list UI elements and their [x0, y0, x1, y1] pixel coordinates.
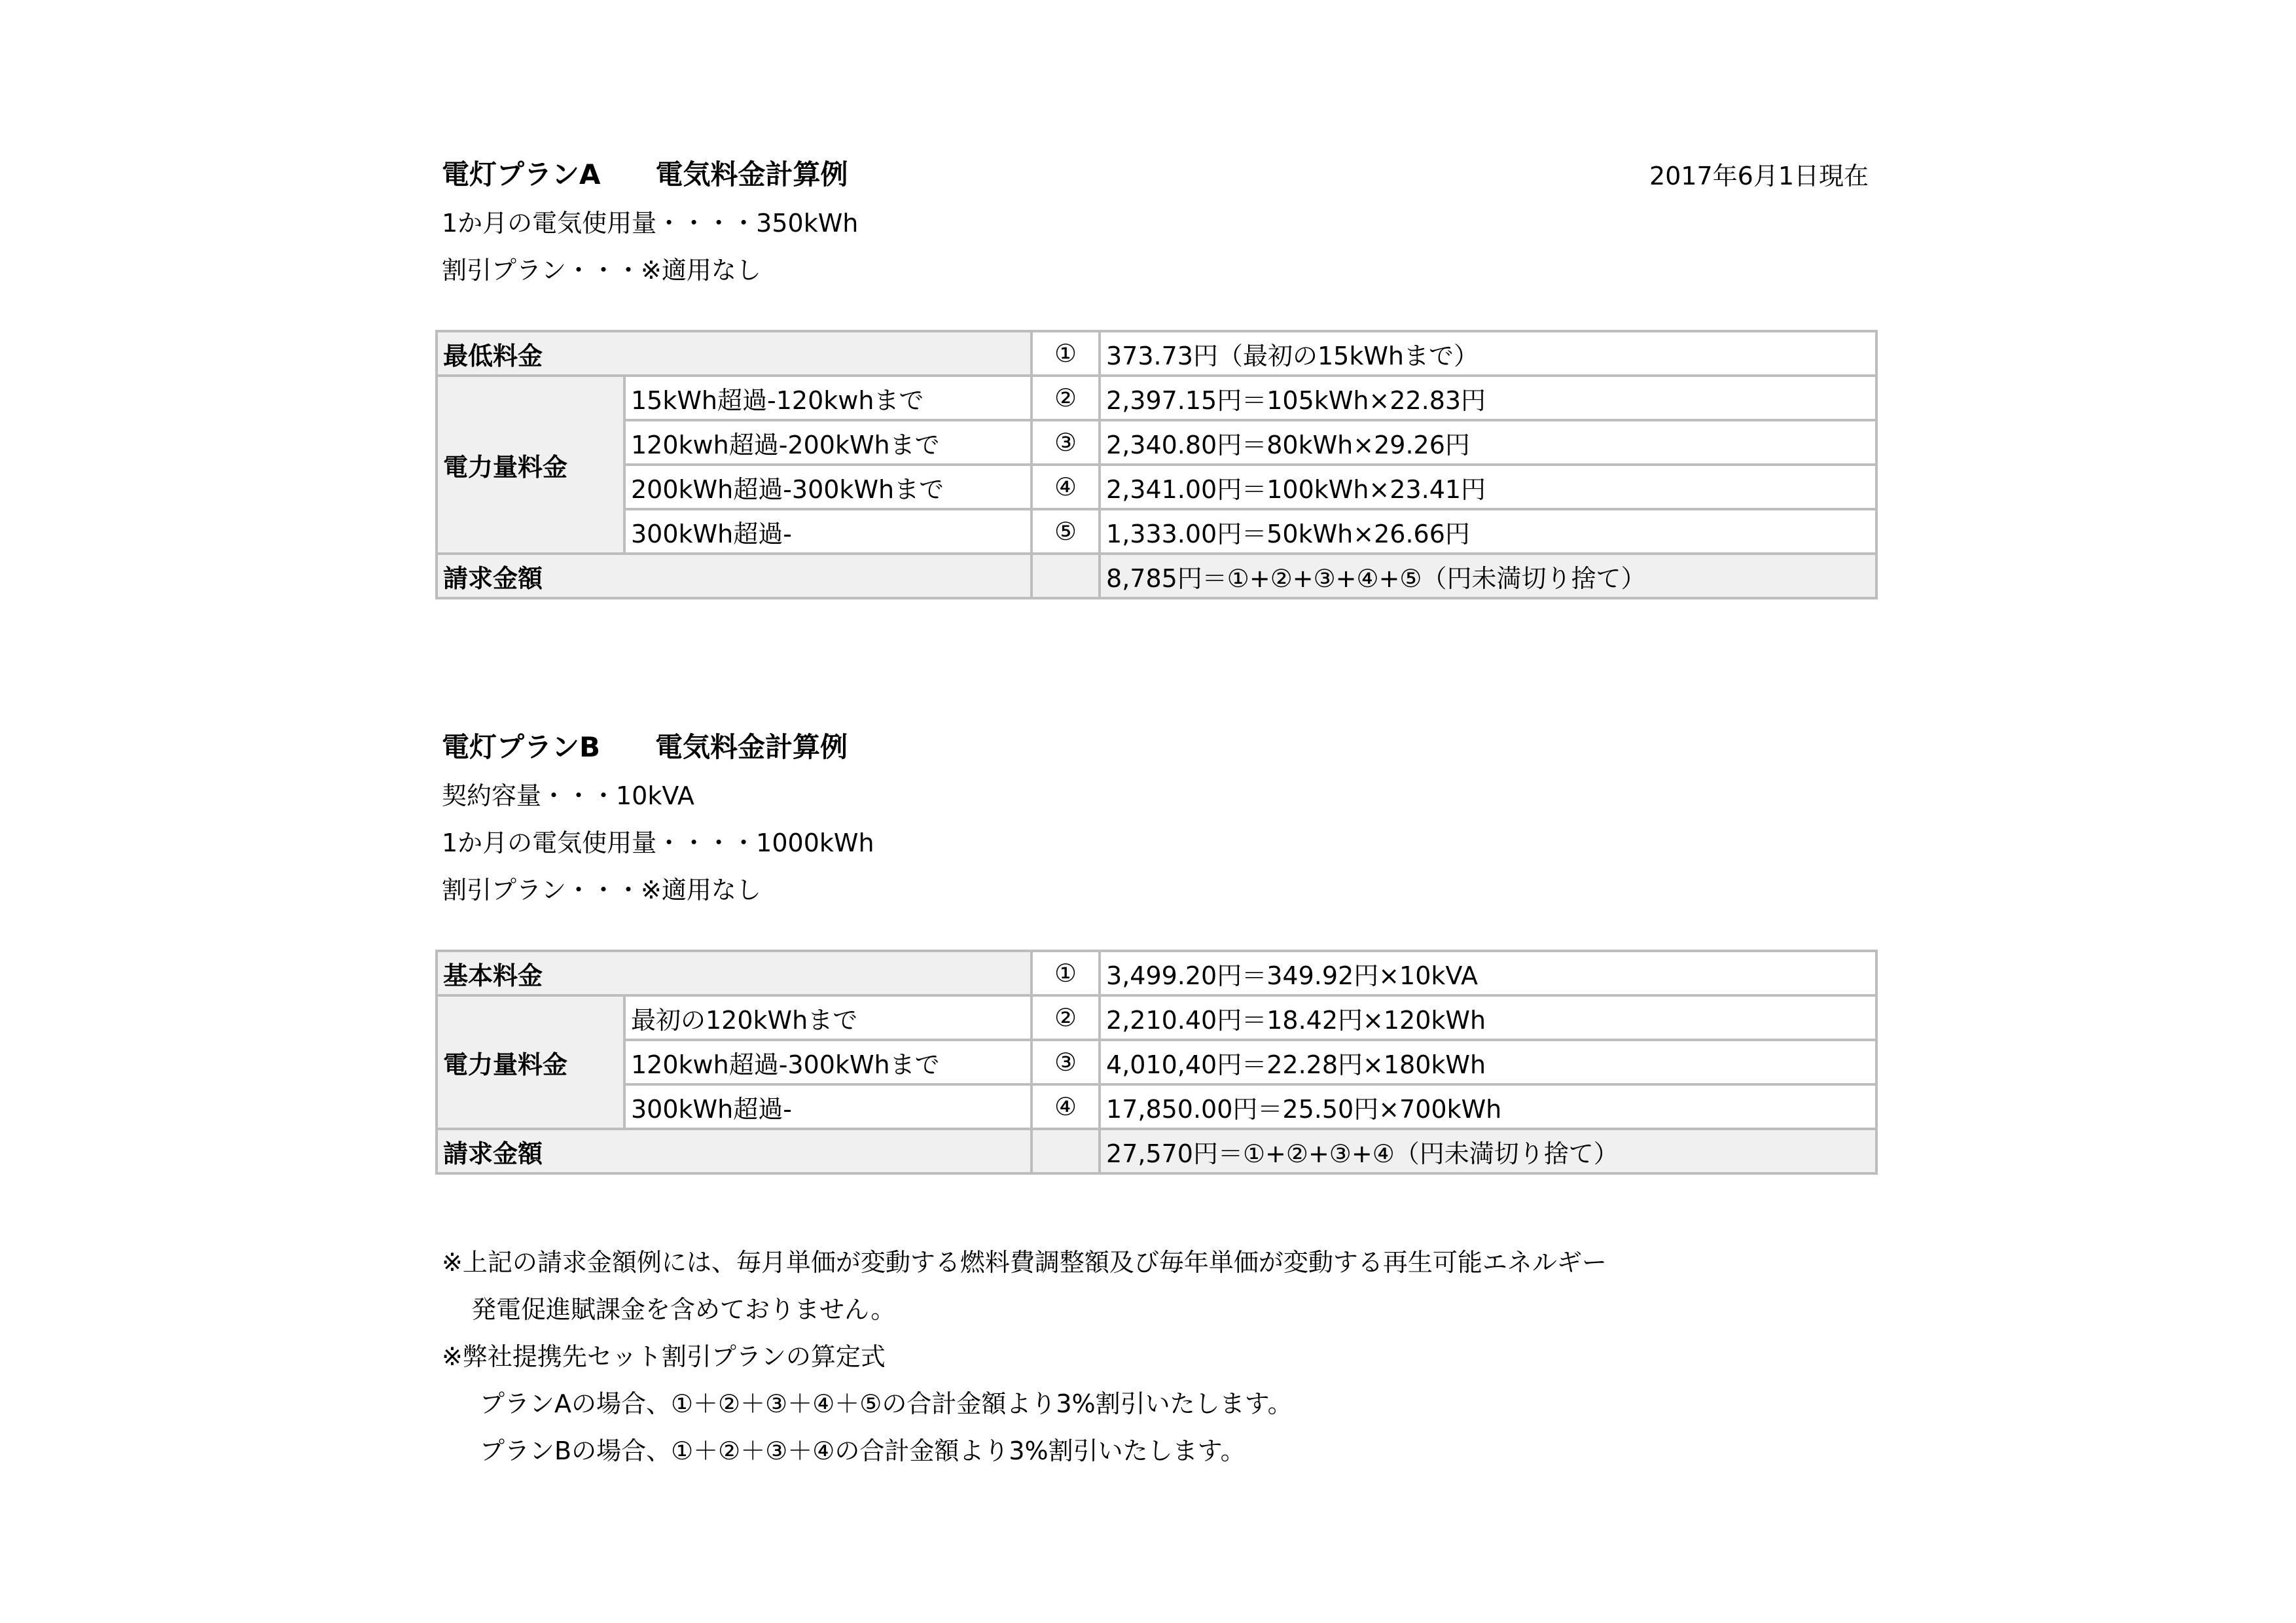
- empty-cell: [1031, 1129, 1100, 1173]
- tier-range: 300kWh超過-: [624, 1084, 1031, 1129]
- table-row: [437, 376, 1876, 420]
- energy-charge-label: 電力量料金: [437, 995, 624, 1129]
- tier-value: 2,340.80円＝80kWh×29.26円: [1100, 420, 1876, 465]
- plan-b-header: [435, 720, 1875, 772]
- plan-b-table: [435, 950, 1878, 1175]
- table-row: [437, 465, 1876, 509]
- tier-value: 2,210.40円＝18.42円×120kWh: [1100, 995, 1876, 1040]
- tier-range: 120kwh超過-200kWhまで: [624, 420, 1031, 465]
- row-number: ②: [1031, 376, 1100, 420]
- tier-value: 2,397.15円＝105kWh×22.83円: [1100, 376, 1876, 420]
- tier-value: 1,333.00円＝50kWh×26.66円: [1100, 509, 1876, 554]
- energy-charge-label: 電力量料金: [437, 376, 624, 554]
- plan-a-usage: 1か月の電気使用量・・・・350kWh: [442, 209, 859, 238]
- row-number: ⑤: [1031, 509, 1100, 554]
- note-line: プランAの場合、①＋②＋③＋④＋⑤の合計金額より3%割引いたします。: [480, 1389, 1293, 1418]
- table-row: [437, 1040, 1876, 1084]
- tier-range: 300kWh超過-: [624, 509, 1031, 554]
- table-row: [437, 995, 1876, 1040]
- total-value: 8,785円＝①+②+③+④+⑤（円未満切り捨て）: [1100, 554, 1876, 598]
- note-line: 発電促進賦課金を含めておりません。: [471, 1295, 896, 1324]
- tier-range: 15kWh超過-120kwhまで: [624, 376, 1031, 420]
- tier-range: 120kwh超過-300kWhまで: [624, 1040, 1031, 1084]
- plan-b-discount: 割引プラン・・・※適用なし: [442, 876, 761, 904]
- note-line: ※弊社提携先セット割引プランの算定式: [442, 1342, 886, 1371]
- min-charge-label: 最低料金: [437, 331, 1031, 376]
- plan-b-usage: 1か月の電気使用量・・・・1000kWh: [442, 829, 874, 857]
- plan-b-capacity: 契約容量・・・10kVA: [442, 781, 694, 810]
- tier-value: 4,010,40円＝22.28円×180kWh: [1100, 1040, 1876, 1084]
- base-charge-label: 基本料金: [437, 951, 1031, 995]
- tier-value: 2,341.00円＝100kWh×23.41円: [1100, 465, 1876, 509]
- table-row: [437, 951, 1876, 995]
- plan-a-title: 電灯プランA 電気料金計算例: [442, 158, 848, 190]
- table-row: [437, 420, 1876, 465]
- row-number: ②: [1031, 995, 1100, 1040]
- plan-b-section: [435, 720, 1875, 1175]
- table-row: [437, 1084, 1876, 1129]
- plan-a-table: [435, 330, 1878, 599]
- tier-range: 最初の120kWhまで: [624, 995, 1031, 1040]
- plan-a-header: [435, 147, 1875, 200]
- row-number: ④: [1031, 465, 1100, 509]
- table-row: [437, 509, 1876, 554]
- table-row: [437, 331, 1876, 376]
- plan-a-section: [435, 147, 1875, 599]
- row-number: ③: [1031, 420, 1100, 465]
- note-line: ※上記の請求金額例には、毎月単価が変動する燃料費調整額及び毎年単価が変動する再生可能エネルギー: [442, 1248, 1607, 1277]
- row-number: ①: [1031, 331, 1100, 376]
- tier-range: 200kWh超過-300kWhまで: [624, 465, 1031, 509]
- empty-cell: [1031, 554, 1100, 598]
- row-number: ①: [1031, 951, 1100, 995]
- base-charge-value: 3,499.20円＝349.92円×10kVA: [1100, 951, 1876, 995]
- row-number: ③: [1031, 1040, 1100, 1084]
- plan-b-title: 電灯プランB 電気料金計算例: [442, 731, 848, 763]
- total-label: 請求金額: [437, 554, 1031, 598]
- notes-section: [435, 1239, 1875, 1474]
- table-row: [437, 1129, 1876, 1173]
- tier-value: 17,850.00円＝25.50円×700kWh: [1100, 1084, 1876, 1129]
- plan-a-discount: 割引プラン・・・※適用なし: [442, 256, 761, 285]
- table-row: [437, 554, 1876, 598]
- as-of-date: 2017年6月1日現在: [1649, 162, 1869, 190]
- total-value: 27,570円＝①+②+③+④（円未満切り捨て）: [1100, 1129, 1876, 1173]
- total-label: 請求金額: [437, 1129, 1031, 1173]
- row-number: ④: [1031, 1084, 1100, 1129]
- note-line: プランBの場合、①＋②＋③＋④の合計金額より3%割引いたします。: [480, 1436, 1246, 1465]
- min-charge-value: 373.73円（最初の15kWhまで）: [1100, 331, 1876, 376]
